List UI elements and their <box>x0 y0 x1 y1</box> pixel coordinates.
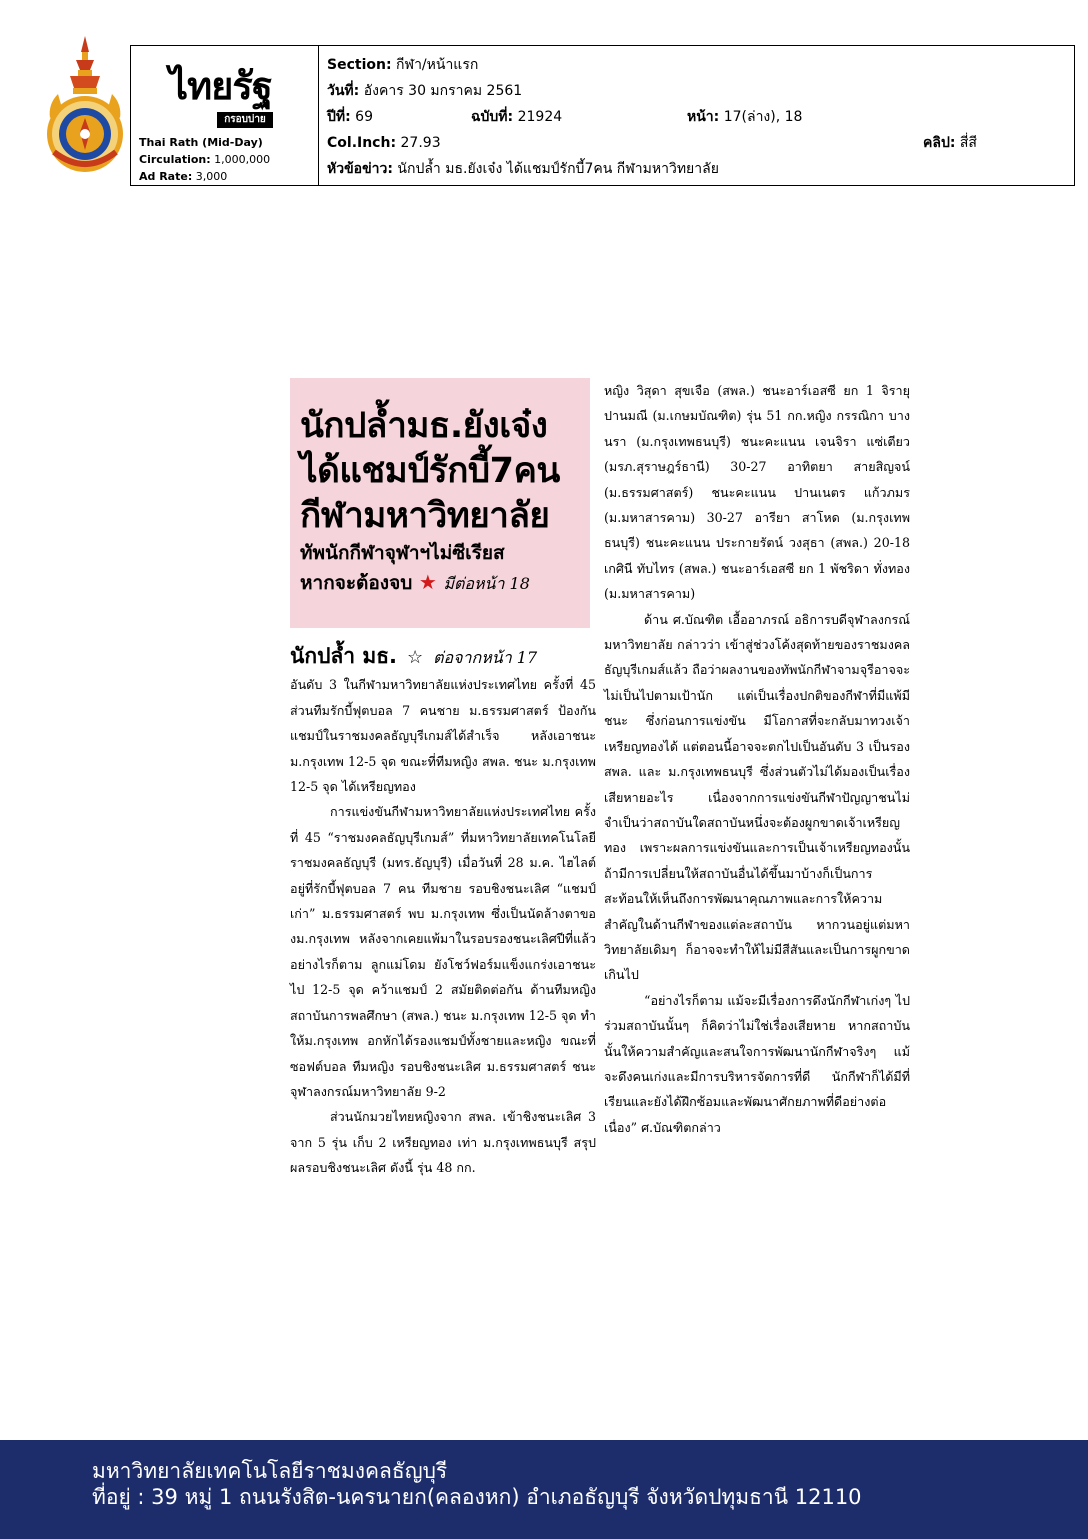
ad-rate-label: Ad Rate: <box>139 170 193 183</box>
article-column-right <box>604 378 910 1140</box>
section-label: Section: <box>327 57 392 73</box>
section-value: กีฬา/หน้าแรก <box>396 57 479 73</box>
issue-value: 21924 <box>517 109 563 125</box>
university-seal-icon <box>40 34 130 174</box>
headline-box <box>290 378 590 628</box>
clipping-info-box <box>130 45 1075 186</box>
continued-to-note: มีต่อหน้า 18 <box>443 574 530 593</box>
year-label: ปีที่: <box>327 109 351 125</box>
news-clipping <box>282 378 912 1200</box>
date-label: วันที่: <box>327 83 360 99</box>
date-value: อังคาร 30 มกราคม 2561 <box>363 83 523 99</box>
red-star-icon: ★ <box>418 570 437 594</box>
outline-star-icon: ☆ <box>407 647 424 668</box>
issue-row <box>327 104 1067 130</box>
title-label: หัวข้อข่าว: <box>327 161 393 177</box>
page-label: หน้า: <box>687 109 720 125</box>
footer-banner <box>0 1440 1088 1539</box>
headline-line: ได้แชมป์รักบี้7คน <box>300 451 560 491</box>
colinch-label: Col.Inch: <box>327 135 397 151</box>
footer-university-name: มหาวิทยาลัยเทคโนโลยีราชมงคลธัญบุรี <box>92 1459 448 1483</box>
publication-info <box>131 46 319 185</box>
colinch-row <box>327 130 1067 156</box>
colinch-value: 27.93 <box>400 135 441 151</box>
edition-badge: กรอบบ่าย <box>217 112 273 128</box>
circulation-value: 1,000,000 <box>214 153 271 166</box>
clip-label: คลิป: <box>923 135 956 151</box>
publication-meta <box>139 134 270 185</box>
circulation-label: Circulation: <box>139 153 211 166</box>
clipping-metadata <box>327 52 1067 182</box>
body-paragraph: การแข่งขันกีฬามหาวิทยาลัยแห่งประเทศไทย ครั้งที่ 45 “ราชมงคลธัญบุรีเกมส์” ที่มหาวิทยาลัยเทคโนโลยีราชมงคลธัญบุรี (มทร.ธัญบุรี) เมื่อวันที่ 28 ม.ค. ไฮไลต์อยู่ที่รักบี้ฟุตบอล 7 คน ทีมชาย รอบชิงชนะเลิศ “แชมป์เก่า” ม.ธรรมศาสตร์ พบ ม.กรุงเทพ ซึ่งเป็นนัดล้างตาของม.กรุงเทพ หลังจากเคยแพ้มาในรอบรองชนะเลิศปีที่แล้ว อย่างไรก็ตาม ลูกแม่โดม ยังโชว์ฟอร์มแข็งแกร่งเอาชนะไป 12-5 จุด คว้าแชมป์ 2 สมัยติดต่อกัน ด้านทีมหญิง สถาบันการพลศึกษา (สพล.) ชนะ ม.กรุงเทพ 12-5 จุด ทำให้ม.กรุงเทพ อกหักได้รองแชมป์ทั้งชายและหญิง ขณะที่ซอฟต์บอล ทีมหญิง รอบชิงชนะเลิศ ม.ธรรมศาสตร์ ชนะจุฬาลงกรณ์มหาวิทยาลัย 9-2 <box>290 804 596 1099</box>
footer-address: ที่อยู่ : 39 หมู่ 1 ถนนรังสิต-นครนายก(คลองหก) อำเภอธัญบุรี จังหวัดปทุมธานี 12110 <box>92 1485 862 1509</box>
section-row <box>327 52 1067 78</box>
body-paragraph: “อย่างไรก็ตาม แม้จะมีเรื่องการดึงนักกีฬาเก่งๆ ไปร่วมสถาบันนั้นๆ ก็คิดว่าไม่ใช่เรื่องเสียหาย หากสถาบันนั้นให้ความสำคัญและสนใจการพัฒนานักกีฬาจริงๆ แม้จะดึงคนเก่งและมีการบริหารจัดการที่ดี นักกีฬาก็ได้มีที่เรียนและยังได้ฝึกซ้อมและพัฒนาศักยภาพที่ดีอย่างต่อเนื่อง” ศ.บัณฑิตกล่าว <box>604 992 910 1135</box>
date-row <box>327 78 1067 104</box>
subheadline: ทัพนักกีฬาจุฬาฯไม่ซีเรียส <box>300 542 505 564</box>
article-column-left <box>290 378 596 1181</box>
masthead-logo: ไทยรัฐ <box>169 64 272 108</box>
subheadline-end: หากจะต้องจบ <box>300 572 413 594</box>
title-value: นักปล้ำ มธ.ยังเจ๋ง ได้แชมป์รักบี้7คน กีฬามหาวิทยาลัย <box>397 161 719 177</box>
continuation-header <box>290 644 596 670</box>
clip-value: สี่สี <box>959 135 977 151</box>
body-paragraph: ส่วนนักมวยไทยหญิงจาก สพล. เข้าชิงชนะเลิศ 3 จาก 5 รุ่น เก็บ 2 เหรียญทอง เท่า ม.กรุงเทพธนบุรี สรุปผลรอบชิงชนะเลิศ ดังนี้ รุ่น 48 กก. <box>290 1109 596 1176</box>
continued-from-note: ต่อจากหน้า 17 <box>433 648 538 667</box>
ad-rate-value: 3,000 <box>195 170 228 183</box>
subheadline-continued <box>300 568 584 598</box>
body-paragraph: อันดับ 3 ในกีฬามหาวิทยาลัยแห่งประเทศไทย ครั้งที่ 45 ส่วนทีมรักบี้ฟุตบอล 7 คนชาย ม.ธรรมศาสตร์ ป้องกันแชมป์ในราชมงคลธัญบุรีเกมส์ได้สำเร็จ หลังเอาชนะ ม.กรุงเทพ 12-5 จุด ขณะที่ทีมหญิง สพล. ชนะ ม.กรุงเทพ 12-5 จุด ได้เหรียญทอง <box>290 677 596 795</box>
continuation-kicker: นักปล้ำ มธ. <box>290 644 398 668</box>
issue-label: ฉบับที่: <box>471 109 514 125</box>
publication-name: Thai Rath (Mid-Day) <box>139 136 263 149</box>
page-value: 17(ล่าง), 18 <box>723 109 803 125</box>
year-value: 69 <box>355 109 373 125</box>
title-row <box>327 156 1067 182</box>
body-paragraph: หญิง วิสุดา สุขเจือ (สพล.) ชนะอาร์เอสซี ยก 1 จิรายุ ปานมณี (ม.เกษมบัณฑิต) รุ่น 51 กก.หญิง กรรณิกา บางนรา (ม.กรุงเทพธนบุรี) ชนะคะแนน เจนจิรา แซ่เตียว (มรภ.สุราษฎร์ธานี) 30-27 อาทิตยา สายสิญจน์ (ม.ธรรมศาสตร์) ชนะคะแนน ปานเนตร แก้วภมร (ม.มหาสารคาม) 30-27 อารียา สาโหด (ม.กรุงเทพธนบุรี) ชนะคะแนน ประกายรัตน์ วงสุธา (สพล.) 20-18 เกศินี ทับไทร (สพล.) ชนะอาร์เอสซี ยก 1 พัชริดา ทั่งทอง (ม.มหาสารคาม) <box>604 383 910 602</box>
headline-line: กีฬามหาวิทยาลัย <box>300 496 550 536</box>
headline-line: นักปล้ำมธ.ยังเจ๋ง <box>300 406 548 446</box>
university-logo <box>40 34 130 174</box>
body-paragraph: ด้าน ศ.บัณฑิต เอื้ออาภรณ์ อธิการบดีจุฬาลงกรณ์มหาวิทยาลัย กล่าวว่า เข้าสู่ช่วงโค้งสุดท้ายของราชมงคลธัญบุรีเกมส์แล้ว ถือว่าผลงานของทัพนักกีฬาจามจุรีอาจจะไม่เป็นไปตามเป้านัก แต่เป็นเรื่องปกติของกีฬาที่มีแพ้มีชนะ ซึ่งก่อนการแข่งขัน มีโอกาสที่จะกลับมาทวงเจ้าเหรียญทองได้ แต่ตอนนี้อาจจะตกไปเป็นอันดับ 3 เป็นรอง สพล. และ ม.กรุงเทพธนบุรี ซึ่งส่วนตัวไม่ได้มองเป็นเรื่องเสียหายอะไร เนื่องจากการแข่งขันกีฬาปัญญาชนไม่จำเป็นว่าสถาบันใดสถาบันหนึ่งจะต้องผูกขาดเจ้าเหรียญทอง เพราะผลการแข่งขันและการเป็นเจ้าเหรียญทองนั้น ถ้ามีการเปลี่ยนให้สถาบันอื่นได้ขึ้นมาบ้างก็เป็นการสะท้อนให้เห็นถึงการพัฒนาคุณภาพและการให้ความสำคัญในด้านกีฬาของแต่ละสถาบัน หากวนอยู่แต่มหาวิทยาลัยเดิมๆ ก็อาจจะทำให้ไม่มีสีสันและเป็นการผูกขาดเกินไป <box>604 611 910 983</box>
